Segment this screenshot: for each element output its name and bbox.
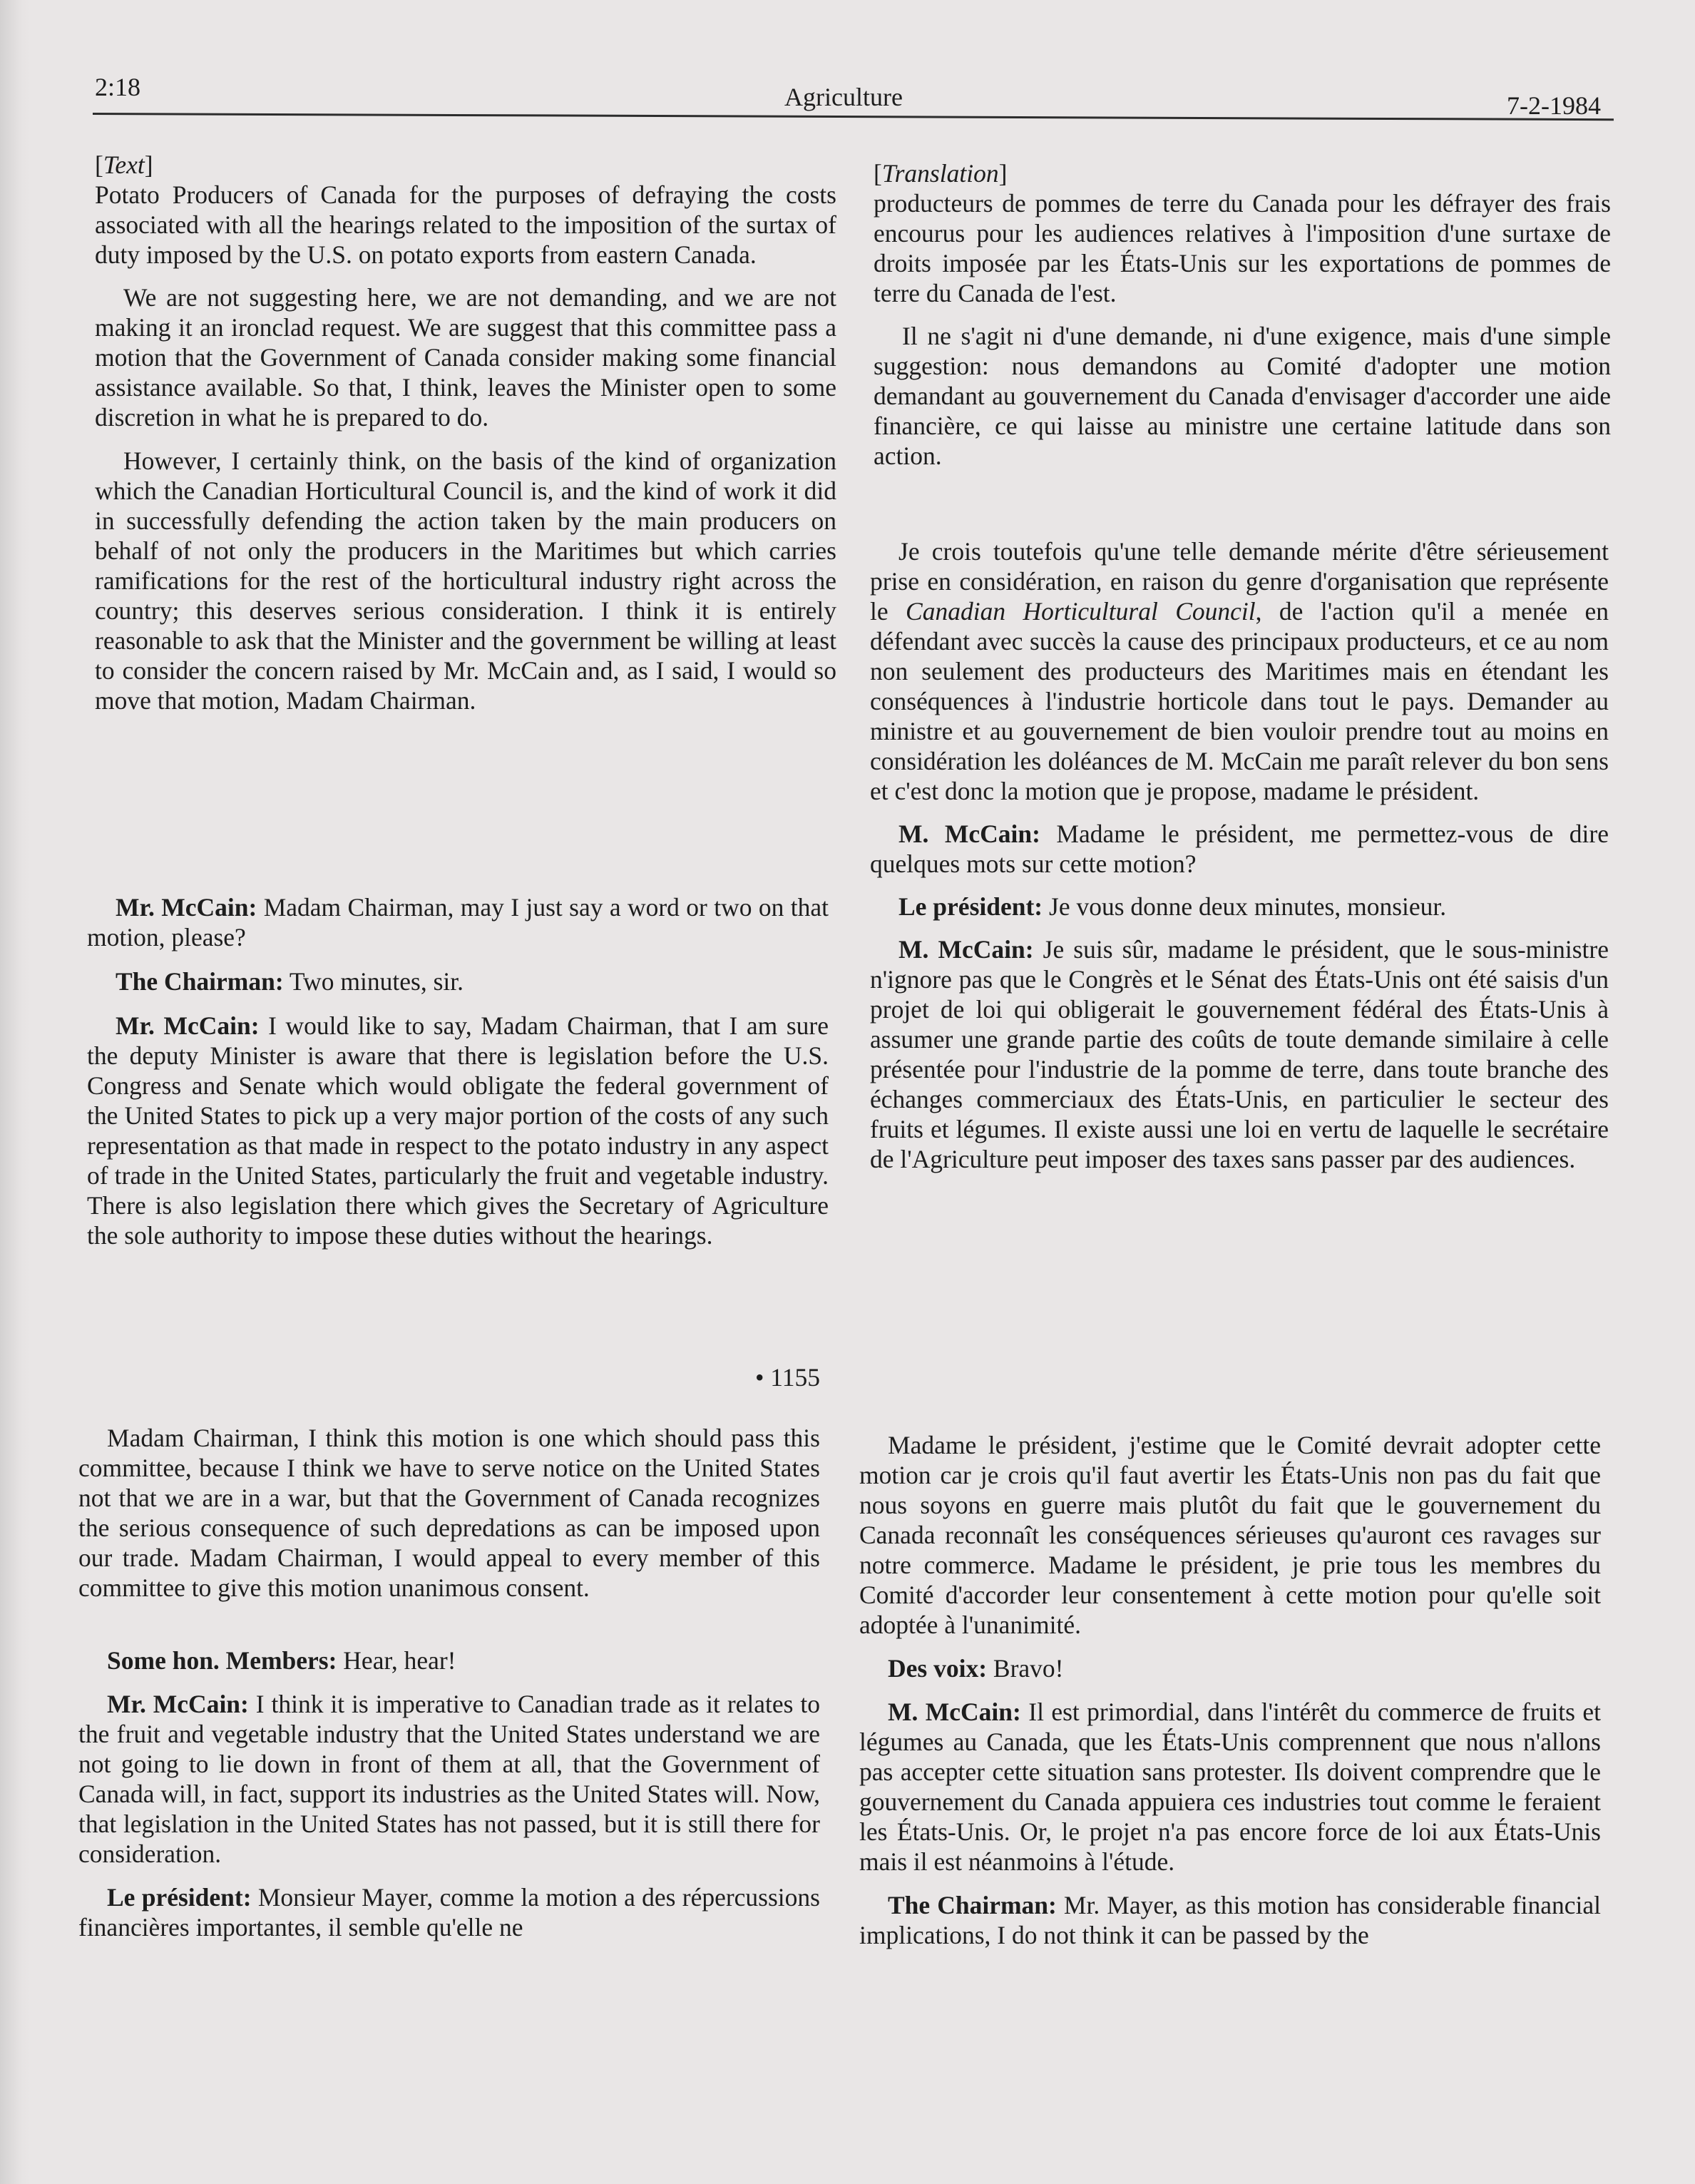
speaker-name: M. McCain: — [898, 820, 1040, 848]
sitting-date: 7-2-1984 — [1507, 91, 1601, 120]
paragraph: producteurs de pommes de terre du Canada pour les défrayer des frais encourus pour les audiences relatives à l'imposition d'une surtaxe de droits imposée par les États-Unis sur les exportations de pommes de terre du Canada de l'est. — [874, 189, 1611, 307]
speaker-name: Some hon. Members: — [107, 1646, 337, 1675]
speech: Le président: Monsieur Mayer, comme la motion a des répercussions financières importantes, il semble qu'elle ne — [78, 1883, 820, 1941]
paragraph: However, I certainly think, on the basis of the kind of organization which the Canadian Horticultural Council is, and the kind of work it did in successfully defending the action taken by the main producers on behalf of not only the producers in the Maritimes but which carries ramifications for the rest of the horticultural industry right across the country; this deserves serious consideration. I think it is entirely reasonable to ask that the Minister and the government be willing at least to consider the concern raised by Mr. McCain and, as I said, I would so move that motion, Madam Chairman. — [95, 447, 836, 715]
speaker-name: Mr. McCain: — [107, 1690, 249, 1718]
speaker-name: M. McCain: — [888, 1698, 1021, 1726]
speaker-name: Le président: — [107, 1883, 252, 1912]
speaker-name: M. McCain: — [898, 935, 1034, 964]
paragraph: Madame le président, j'estime que le Comité devrait adopter cette motion car je crois qu'il faut avertir les États-Unis non pas du fait que nous soyons en guerre mais plutôt du fait que le gouvernement du Canada reconnaît les conséquences sérieuses qu'auront ces ravages sur notre commerce. Madame le président, je prie tous les membres du Comité d'accorder leur consentement à cette motion pour qu'elle soit adoptée à l'unanimité. — [859, 1431, 1601, 1639]
speech: Des voix: Bravo! — [888, 1654, 1064, 1683]
paragraph: Je crois toutefois qu'une telle demande mérite d'être sérieusement prise en considération, en raison du genre d'organisation que représente le Canadian Horticultural Council, de l'action qu'il a menée en défendant avec succès la cause des principaux producteurs, et ce au nom non seulement des producteurs des Maritimes mais en étendant les conséquences à l'industrie horticole dans tout le pays. Demander au ministre et au gouvernement de bien vouloir prendre tout au moins en considération les doléances de M. McCain me paraît relever du bon sens et c'est donc la motion que je propose, madame le président. — [870, 537, 1609, 805]
speech: M. McCain: Je suis sûr, madame le président, que le sous-ministre n'ignore pas que le Congrès et le Sénat des États-Unis ont été saisis d'un projet de loi qui obligerait le gouvernement fédéral des États-Unis à assumer une grande partie des coûts de toute demande similaire à celle présentée pour l'industrie de la pomme de terre, dans toute branche des échanges commerciaux des États-Unis, en particulier le secteur des fruits et légumes. Il existe aussi une loi en vertu de laquelle le secrétaire de l'Agriculture peut imposer des taxes sans passer par des audiences. — [870, 935, 1609, 1173]
paragraph: Il ne s'agit ni d'une demande, ni d'une exigence, mais d'une simple suggestion: nous demandons au Comité d'adopter une motion demandant au gouvernement du Canada d'envisager d'accorder une aide financière, ce qui laisse au ministre une certaine latitude dans son action. — [874, 322, 1611, 470]
right-column-bottom — [859, 1430, 1601, 1950]
speaker-name: The Chairman: — [888, 1891, 1057, 1919]
speech: The Chairman: Two minutes, sir. — [116, 967, 464, 996]
time-marker: • 1155 — [755, 1363, 820, 1392]
speaker-name: Le président: — [898, 892, 1043, 921]
paragraph: Potato Producers of Canada for the purposes of defraying the costs associated with all the hearings related to the imposition of the surtax of duty imposed by the U.S. on potato exports from eastern Canada. — [95, 180, 836, 269]
right-column-mid — [870, 536, 1609, 1174]
speech: Mr. McCain: Madam Chairman, may I just say a word or two on that motion, please? — [87, 893, 829, 951]
speaker-name: Mr. McCain: — [116, 893, 257, 922]
header-rule — [93, 113, 1614, 121]
speech: Mr. McCain: I would like to say, Madam Chairman, that I am sure the deputy Minister is aware that there is legislation before the U.S. Congress and Senate which would obligate the federal government of the United States to pick up a very major portion of the costs of any such representation as that made in respect to the potato industry in any aspect of trade in the United States, particularly the fruit and vegetable industry. There is also legislation there which gives the Secretary of Agriculture the sole authority to impose these duties without the hearings. — [87, 1011, 829, 1250]
running-title: Agriculture — [784, 83, 903, 111]
left-column-mid — [87, 892, 829, 1250]
language-tag: [Translation] — [874, 159, 1008, 188]
page-number: 2:18 — [95, 73, 141, 101]
speech: Le président: Je vous donne deux minutes, monsieur. — [898, 892, 1447, 921]
speech: The Chairman: Mr. Mayer, as this motion has considerable financial implications, I do not think it can be passed by the — [859, 1891, 1601, 1949]
speech: M. McCain: Il est primordial, dans l'intérêt du commerce de fruits et légumes au Canada, que les États-Unis comprennent que nous n'allons pas accepter cette situation sans protester. Ils doivent comprendre que le gouvernement du Canada appuiera ces industries tout comme le feraient les États-Unis. Or, le projet n'a pas encore force de loi aux États-Unis mais il est néanmoins à l'étude. — [859, 1698, 1601, 1876]
speech: Some hon. Members: Hear, hear! — [107, 1646, 456, 1675]
right-column-top — [874, 158, 1611, 471]
paragraph: Madam Chairman, I think this motion is one which should pass this committee, because I think we have to serve notice on the United States not that we are in a war, but that the Government of Canada recognizes the serious consequence of such depredations as can be imposed upon our trade. Madam Chairman, I would appeal to every member of this committee to give this motion unanimous consent. — [78, 1424, 820, 1602]
paragraph: We are not suggesting here, we are not demanding, and we are not making it an ironclad request. We are suggest that this committee pass a motion that the Government of Canada consider making some financial assistance available. So that, I think, leaves the Minister open to some discretion in what he is prepared to do. — [95, 283, 836, 432]
speech: M. McCain: Madame le président, me permettez-vous de dire quelques mots sur cette motion? — [870, 820, 1609, 878]
language-tag: [Text] — [95, 150, 153, 179]
speaker-name: Des voix: — [888, 1654, 988, 1683]
left-column-top — [95, 150, 836, 715]
speaker-name: Mr. McCain: — [116, 1011, 260, 1040]
speaker-name: The Chairman: — [116, 967, 284, 996]
page-edge — [0, 0, 30, 2184]
left-column-bottom — [78, 1423, 820, 1942]
speech: Mr. McCain: I think it is imperative to Canadian trade as it relates to the fruit and vegetable industry that the United States understand we are not going to lie down in front of them at all, that the Government of Canada will, in fact, support its industries as the United States will. Now, that legislation in the United States has not passed, but it is still there for consideration. — [78, 1690, 820, 1868]
